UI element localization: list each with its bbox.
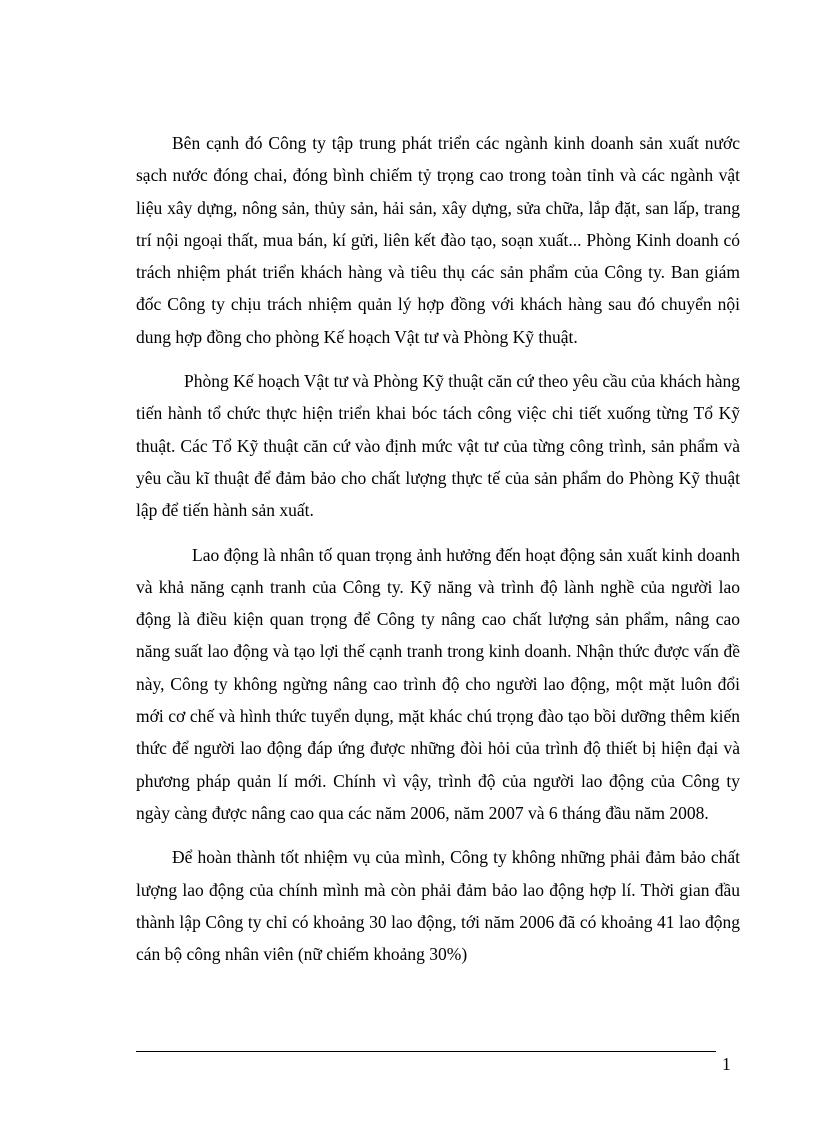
footer-divider xyxy=(136,1051,716,1052)
paragraph-labor-count: Để hoàn thành tốt nhiệm vụ của mình, Công ty không những phải đảm bảo chất lượng lao động của chính mình mà còn phải đảm bảo lao động hợp lí. Thời gian đầu thành lập Công ty chỉ có khoảng 30 lao động, tới năm 2006 đã có khoảng 41 lao động cán bộ công nhân viên (nữ chiếm khoảng 30%) xyxy=(136,847,740,965)
page-number: 1 xyxy=(722,1054,731,1074)
paragraph-business-lines: Bên cạnh đó Công ty tập trung phát triển các ngành kinh doanh sản xuất nước sạch nước đóng chai, đóng bình chiếm tỷ trọng cao trong toàn tỉnh và các ngành vật liệu xây dựng, nông sản, thủy sản, hải sản, xây dựng, sửa chữa, lắp đặt, san lấp, trang trí nội ngoại thất, mua bán, kí gửi, liên kết đào tạo, soạn xuất... Phòng Kinh doanh có trách nhiệm phát triển khách hàng và tiêu thụ các sản phẩm của Công ty. Ban giám đốc Công ty chịu trách nhiệm quản lý hợp đồng với khách hàng sau đó chuyển nội dung hợp đồng cho phòng Kế hoạch Vật tư và Phòng Kỹ thuật. xyxy=(136,133,740,347)
document-body xyxy=(136,127,740,982)
paragraph-labor-quality: Lao động là nhân tố quan trọng ảnh hưởng đến hoạt động sản xuất kinh doanh và khả năng cạnh tranh của Công ty. Kỹ năng và trình độ lành nghề của người lao động là điều kiện quan trọng để Công ty nâng cao chất lượng sản phẩm, nâng cao năng suất lao động và tạo lợi thế cạnh tranh trong kinh doanh. Nhận thức được vấn đề này, Công ty không ngừng nâng cao trình độ cho người lao động, một mặt luôn đổi mới cơ chế và hình thức tuyển dụng, mặt khác chú trọng đào tạo bồi dưỡng thêm kiến thức để người lao động đáp ứng được những đòi hỏi của trình độ thiết bị hiện đại và phương pháp quản lí mới. Chính vì vậy, trình độ của người lao động của Công ty ngày càng được nâng cao qua các năm 2006, năm 2007 và 6 tháng đầu năm 2008. xyxy=(136,544,740,823)
paragraph-planning-technical: Phòng Kế hoạch Vật tư và Phòng Kỹ thuật căn cứ theo yêu cầu của khách hàng tiến hành tổ chức thực hiện triển khai bóc tách công việc chi tiết xuống từng Tổ Kỹ thuật. Các Tổ Kỹ thuật căn cứ vào định mức vật tư của từng công trình, sản phẩm và yêu cầu kĩ thuật để đảm bảo cho chất lượng thực tế của sản phẩm do Phòng Kỹ thuật lập để tiến hành sản xuất. xyxy=(136,371,740,521)
